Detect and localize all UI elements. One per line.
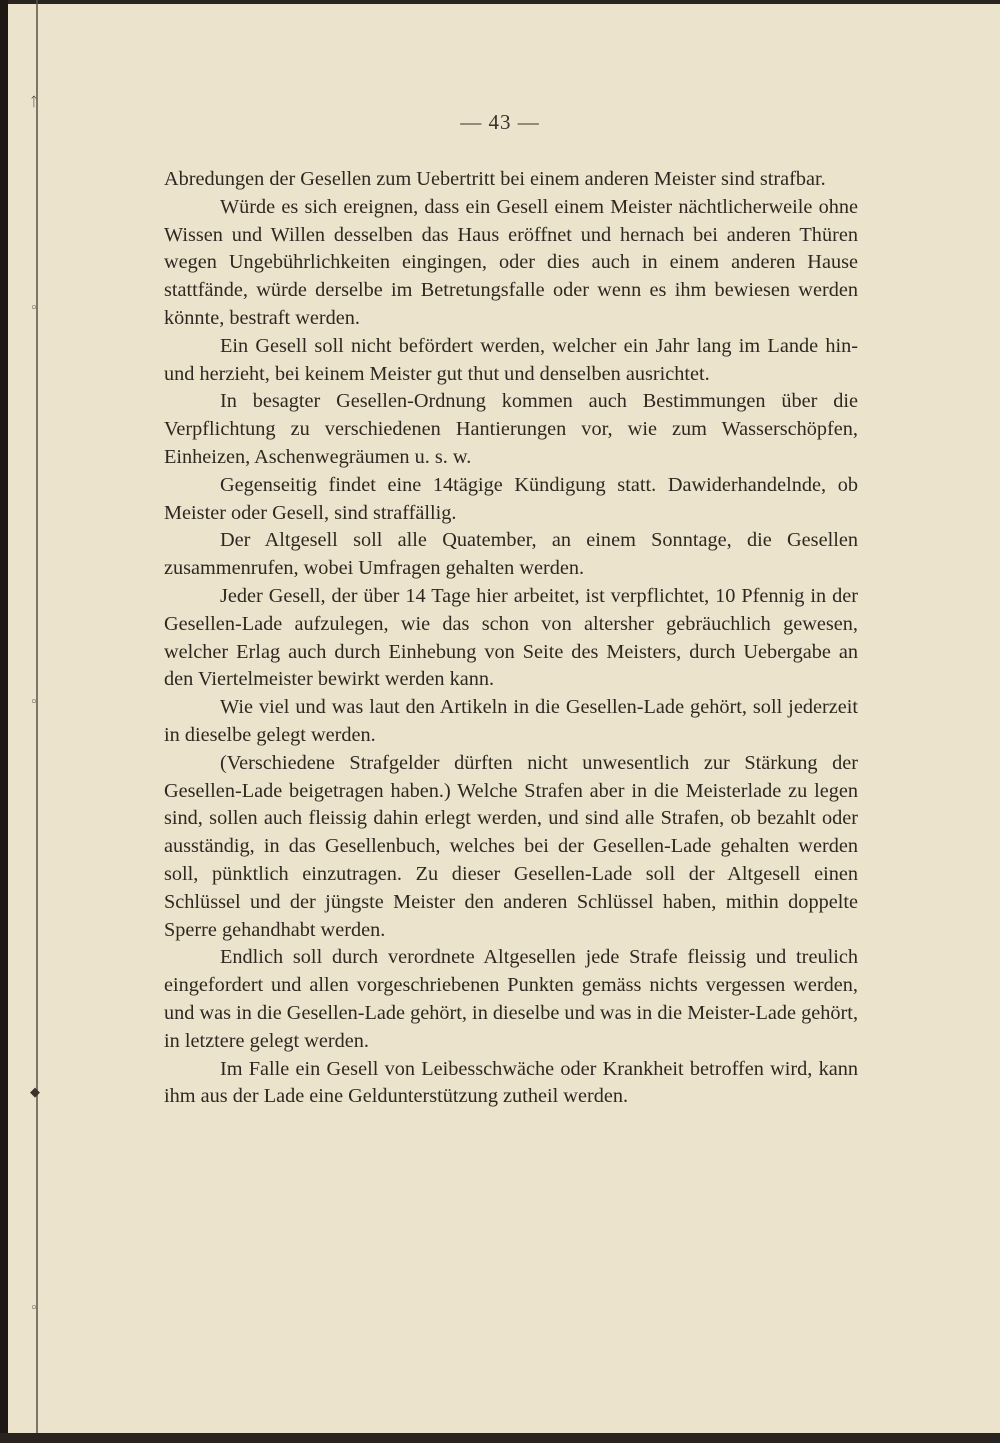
binding-thread-mark: ᛏ	[30, 95, 38, 110]
page-bottom-edge	[0, 1433, 1000, 1443]
page-number: — 43 —	[460, 110, 540, 134]
paragraph: Würde es sich ereignen, dass ein Gesell einem Meister nächtlicherweile ohne Wissen und Willen desselben das Haus eröffnet und hernach bei anderen Thüren wegen Ungebührlichkeiten eingingen, oder dies auch in einem anderen Hause stattfände, würde derselbe im Betretungsfalle oder wenn es ihm bewiesen werden könnte, bestraft werden.	[164, 195, 858, 329]
paragraph: Der Altgesell soll alle Quatember, an einem Sonntage, die Gesellen zusammenrufen, wobei Umfragen gehalten werden.	[164, 529, 858, 580]
paragraph: (Verschiedene Strafgelder dürften nicht unwesentlich zur Stärkung der Gesellen-Lade beigetragen haben.) Welche Strafen aber in die Meisterlade zu legen sind, sollen auch fleissig dahin erlegt werden, und sind alle Strafen, ob bezahlt oder ausständig, in das Gesellenbuch, welches bei der Gesellen-Lade gehalten werden soll, pünktlich einzutragen. Zu dieser Gesellen-Lade soll der Altgesell einen Schlüssel und der jüngste Meister den anderen Schlüssel haben, mithin doppelte Sperre gehandhabt werden.	[164, 751, 858, 941]
binding-thread-mark: ◆	[30, 1085, 40, 1100]
body-text	[164, 166, 858, 1111]
paragraph: Abredungen der Gesellen zum Uebertritt bei einem anderen Meister sind strafbar.	[164, 168, 826, 190]
paragraph: Jeder Gesell, der über 14 Tage hier arbeitet, ist verpflichtet, 10 Pfennig in der Gesellen-Lade aufzulegen, wie das schon von altersher gebräuchlich gewesen, welcher Erlag auch durch Einhebung von Seite des Meisters, durch Uebergabe an den Viertelmeister bewirkt werden kann.	[164, 584, 858, 691]
binding-edge	[0, 0, 8, 1443]
paragraph: Endlich soll durch verordnete Altgesellen jede Strafe fleissig und treulich eingefordert und allen vorgeschriebenen Punkten gemäss nichts vergessen werden, und was in die Gesellen-Lade gehört, in dieselbe und was in die Meister-Lade gehört, in letztere gelegt werden.	[164, 946, 859, 1052]
paragraph: Wie viel und was laut den Artikeln in die Gesellen-Lade gehört, soll jederzeit in dieselbe gelegt werden.	[164, 696, 858, 746]
paragraph: Gegenseitig findet eine 14tägige Kündigung statt. Dawiderhandelnde, ob Meister oder Gesell, sind straffällig.	[164, 473, 858, 524]
gutter-line	[36, 0, 38, 1443]
paragraph: Ein Gesell soll nicht befördert werden, welcher ein Jahr lang im Lande hin- und herzieht, bei keinem Meister gut thut und denselben ausrichtet.	[164, 334, 858, 385]
binding-thread-mark: ◦	[30, 1301, 38, 1316]
binding-thread-mark: ◦	[30, 301, 38, 316]
paragraph: In besagter Gesellen-Ordnung kommen auch Bestimmungen über die Verpflichtung zu verschiedenen Hantierungen vor, wie zum Wasserschöpfen, Einheizen, Aschenwegräumen u. s. w.	[164, 390, 858, 468]
paragraph: Im Falle ein Gesell von Leibesschwäche oder Krankheit betroffen wird, kann ihm aus der Lade eine Geldunterstützung zutheil werden.	[164, 1057, 858, 1108]
page-top-edge	[0, 0, 1000, 4]
binding-thread-mark: ◦	[30, 695, 38, 710]
